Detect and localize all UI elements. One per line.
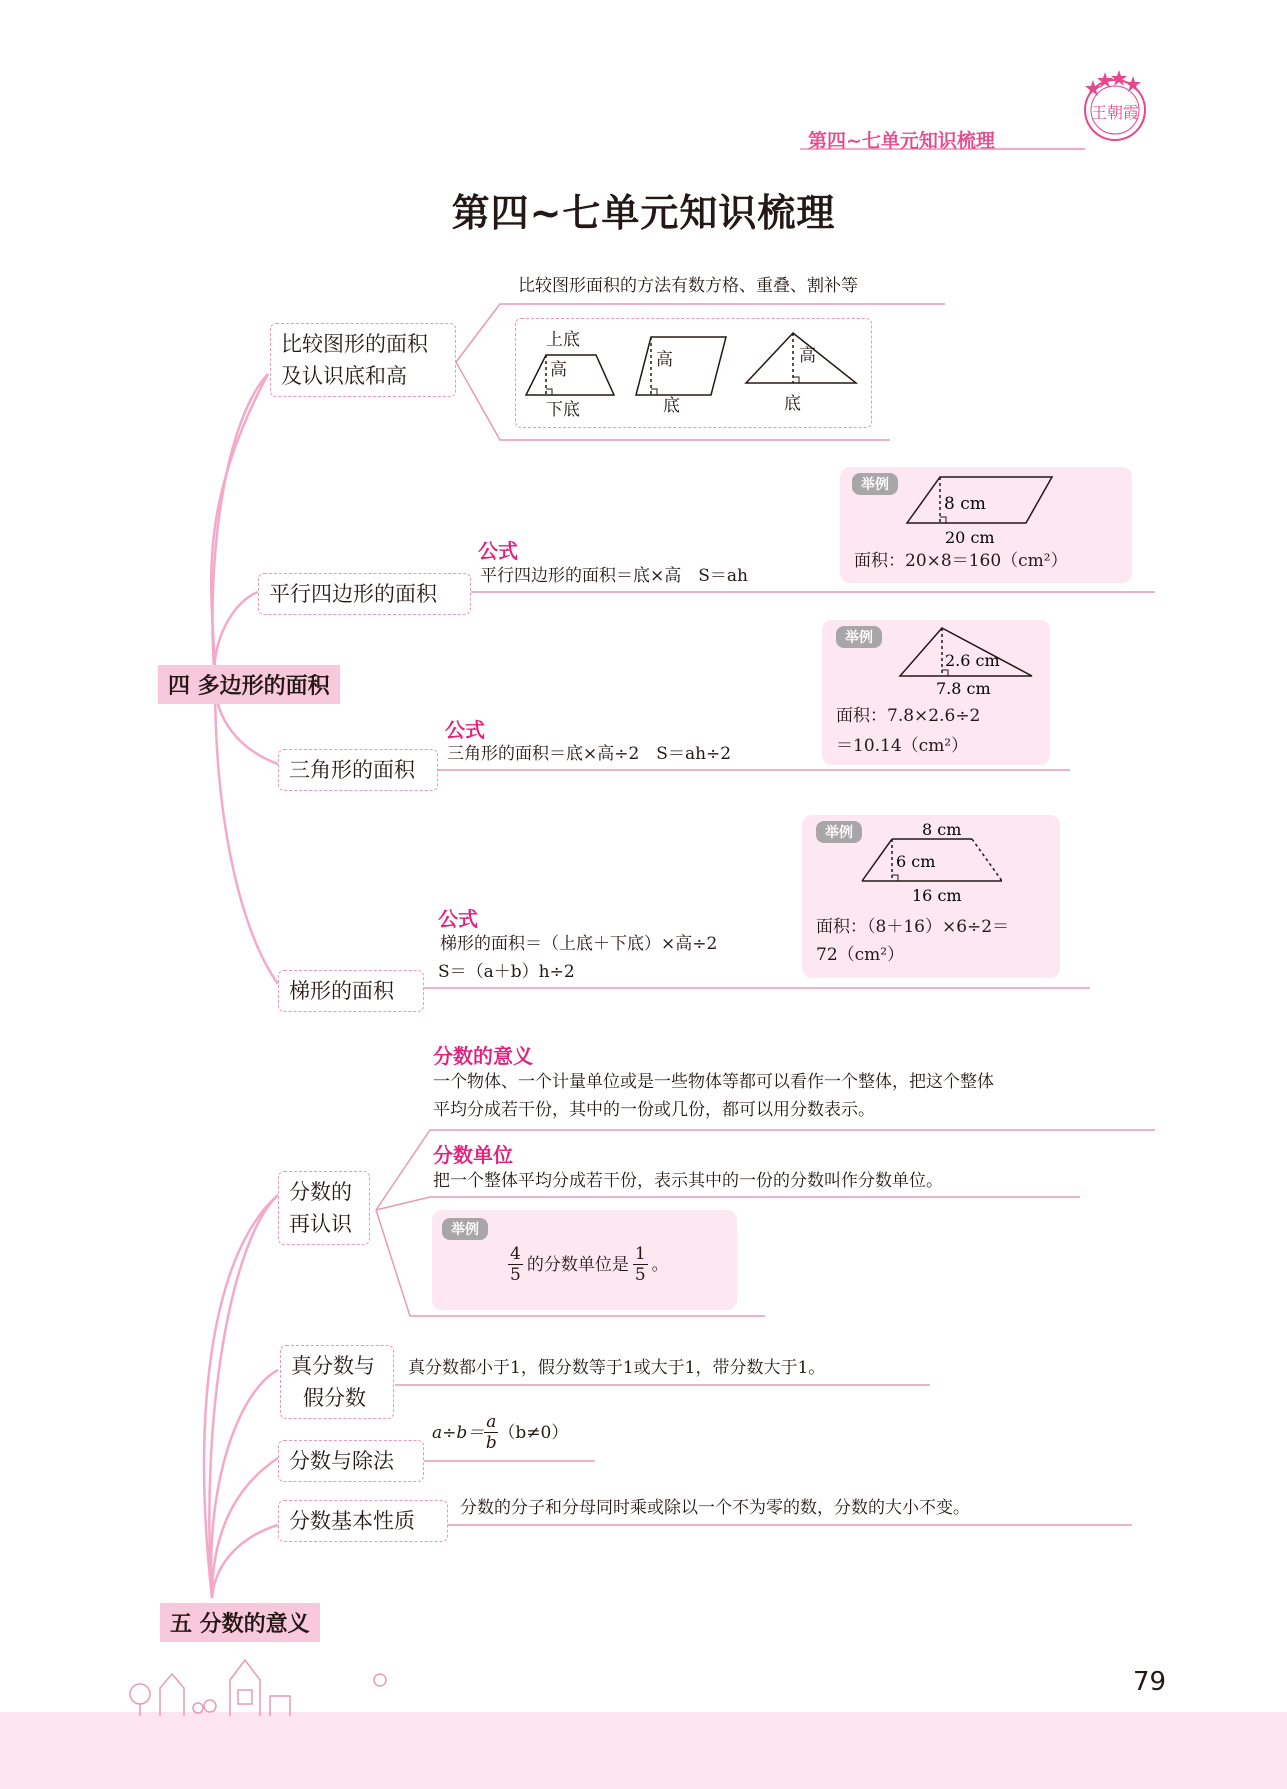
example-trapezoid-line1: 面积：（8＋16）×6÷2＝ — [816, 917, 1010, 937]
trapezoid-shape — [526, 355, 614, 395]
example-badge: 举例 — [836, 626, 882, 648]
fraction-meaning-head: 分数的意义 — [433, 1044, 533, 1068]
label-base: 底 — [663, 396, 680, 416]
label-height: 高 — [550, 360, 567, 380]
dim-base: 7.8 cm — [936, 679, 991, 698]
node-proper-improper — [280, 1345, 394, 1419]
shapes-illustration-box — [515, 318, 872, 428]
example-box-fraction-unit — [432, 1210, 737, 1310]
label-bottom-base: 下底 — [546, 400, 580, 420]
fraction-a-b: $\frac{a}{b}$ — [485, 1412, 497, 1453]
label-base: 底 — [784, 394, 801, 414]
parallelogram-shape — [636, 337, 726, 395]
proper-improper-text: 真分数都小于1，假分数等于1或大于1，带分数大于1。 — [408, 1358, 826, 1378]
example-end: 。 — [651, 1254, 669, 1275]
dim-height: 8 cm — [944, 494, 986, 514]
formula-head: 公式 — [445, 718, 485, 742]
node-compare-area — [270, 323, 456, 397]
fraction-unit-text: 把一个整体平均分成若干份，表示其中的一份的分数叫作分数单位。 — [433, 1171, 943, 1191]
label-height: 高 — [656, 350, 673, 370]
example-triangle-line2: ＝10.14（cm²） — [836, 736, 969, 756]
formula-parallelogram: 平行四边形的面积＝底×高 S＝ah — [480, 566, 748, 586]
example-fraction-unit — [508, 1244, 669, 1285]
node-line: 比较图形的面积 — [281, 332, 428, 356]
node-line: 再认识 — [289, 1212, 352, 1236]
node-fraction-reknow — [278, 1171, 370, 1245]
node-line: 及认识底和高 — [281, 364, 407, 388]
formula-rhs: （b≠0） — [498, 1422, 569, 1443]
fraction-meaning-line2: 平均分成若干份，其中的一份或几份，都可以用分数表示。 — [433, 1100, 875, 1120]
logo-seal-icon — [1075, 62, 1155, 152]
dim-base: 20 cm — [945, 528, 995, 547]
logo-text: 王朝霞 — [1090, 103, 1140, 122]
publisher-logo — [1075, 62, 1155, 152]
node-line: 假分数 — [303, 1386, 366, 1410]
section-label-polygon-area: 四 多边形的面积 — [158, 665, 340, 704]
base-height-diagram — [516, 319, 871, 427]
fraction-unit-head: 分数单位 — [433, 1143, 513, 1167]
formula-head: 公式 — [478, 539, 518, 563]
example-text: 的分数单位是 — [526, 1254, 629, 1275]
castle-decoration-icon — [120, 1650, 420, 1720]
example-box-trapezoid — [802, 815, 1060, 978]
compare-note: 比较图形面积的方法有数方格、重叠、割补等 — [518, 276, 858, 296]
formula-trapezoid-line2: S＝（a＋b）h÷2 — [438, 962, 575, 982]
label-height: 高 — [799, 346, 816, 366]
page-title: 第四~七单元知识梳理 — [451, 191, 836, 235]
node-parallelogram-area: 平行四边形的面积 — [258, 573, 471, 615]
page-number: 79 — [1133, 1667, 1167, 1697]
fraction-meaning-line1: 一个物体、一个计量单位或是一些物体等都可以看作一个整体，把这个整体 — [433, 1072, 994, 1092]
node-trapezoid-area: 梯形的面积 — [278, 970, 424, 1012]
node-triangle-area: 三角形的面积 — [278, 749, 438, 791]
example-badge: 举例 — [852, 473, 898, 495]
example-box-parallelogram — [840, 467, 1132, 583]
label-top-base: 上底 — [546, 330, 580, 350]
node-line: 真分数与 — [291, 1354, 375, 1378]
formula-head: 公式 — [438, 907, 478, 931]
example-trapezoid-line2: 72（cm²） — [816, 945, 905, 965]
header-title: 第四~七单元知识梳理 — [808, 130, 995, 152]
dim-top: 8 cm — [922, 820, 962, 839]
example-parallelogram-text: 面积：20×8＝160（cm²） — [854, 551, 1068, 571]
fraction-4-5: $\frac{4}{5}$ — [510, 1244, 521, 1285]
fraction-1-5: $\frac{1}{5}$ — [634, 1244, 646, 1285]
dim-height: 2.6 cm — [945, 651, 1000, 670]
example-box-triangle — [822, 620, 1050, 765]
fraction-division-formula — [432, 1412, 568, 1453]
node-fraction-basic-property: 分数基本性质 — [278, 1500, 448, 1542]
dim-bottom: 16 cm — [912, 886, 962, 905]
example-triangle-line1: 面积：7.8×2.6÷2 — [836, 706, 981, 726]
example-badge: 举例 — [816, 821, 862, 843]
formula-trapezoid-line1: 梯形的面积＝（上底＋下底）×高÷2 — [440, 934, 718, 954]
example-badge: 举例 — [442, 1218, 488, 1240]
node-line: 分数的 — [289, 1180, 352, 1204]
formula-lhs: a÷b＝ — [432, 1422, 485, 1443]
basic-property-text: 分数的分子和分母同时乘或除以一个不为零的数，分数的大小不变。 — [460, 1498, 970, 1518]
section-label-fraction-meaning: 五 分数的意义 — [160, 1603, 320, 1642]
dim-height: 6 cm — [896, 852, 936, 871]
node-fraction-division: 分数与除法 — [278, 1440, 424, 1482]
formula-triangle: 三角形的面积＝底×高÷2 S＝ah÷2 — [447, 744, 732, 764]
